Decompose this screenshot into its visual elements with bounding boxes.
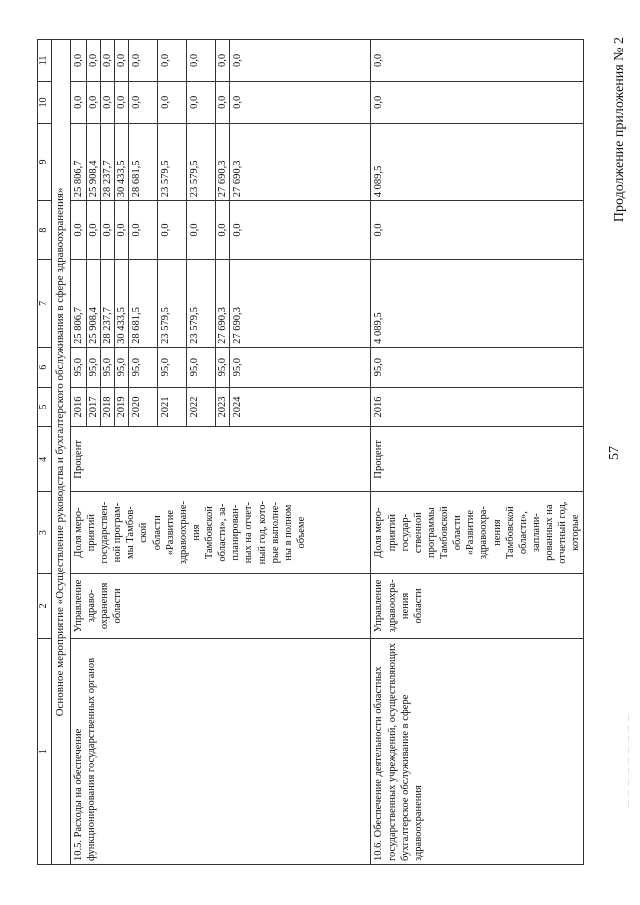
col-num: 7 (38, 259, 52, 347)
col-num: 4 (38, 427, 52, 492)
value-cell: 0,0 (115, 81, 129, 123)
value-cell: 23 579,5 (158, 259, 187, 347)
value-cell: 28 237,7 (101, 123, 115, 200)
value-cell: 0,0 (158, 40, 187, 82)
value-cell: 0,0 (101, 81, 115, 123)
target-cell: 95,0 (158, 347, 187, 387)
target-cell: 95,0 (230, 347, 371, 387)
col-num: 6 (38, 347, 52, 387)
value-cell: 0,0 (129, 201, 158, 260)
target-cell: 95,0 (216, 347, 230, 387)
value-cell: 0,0 (187, 201, 216, 260)
value-cell: 0,0 (230, 201, 371, 260)
value-cell: 4 089,5 (371, 259, 584, 347)
value-cell: 0,0 (115, 201, 129, 260)
value-cell: 0,0 (115, 40, 129, 82)
year-cell: 2024 (230, 387, 371, 427)
value-cell: 25 908,4 (86, 259, 100, 347)
value-cell: 0,0 (230, 40, 371, 82)
row-executor: Управление здраво-охранения области (70, 573, 371, 638)
value-cell: 25 908,4 (86, 123, 100, 200)
value-cell: 27 690,3 (230, 259, 371, 347)
value-cell: 0,0 (86, 201, 100, 260)
target-cell: 95,0 (129, 347, 158, 387)
appendix-table (37, 39, 584, 865)
column-number-row (38, 40, 52, 865)
row-indicator: Доля меро- приятий государствен- ной програм- мы Тамбов- ской области «Развитие здравоохране- ния Тамбовской области», за- планирован- ных на отчет- ный год, кото- рые выполне- ны в полном объеме (70, 492, 371, 574)
value-cell: 0,0 (371, 40, 584, 82)
year-cell: 2018 (101, 387, 115, 427)
continuation-label: Продолжение приложения № 2 (612, 37, 627, 223)
row-unit: Процент (70, 427, 371, 492)
value-cell: 0,0 (216, 201, 230, 260)
value-cell: 28 681,5 (129, 259, 158, 347)
target-cell: 95,0 (86, 347, 100, 387)
value-cell: 23 579,5 (187, 259, 216, 347)
col-num: 8 (38, 201, 52, 260)
value-cell: 0,0 (70, 201, 86, 260)
year-cell: 2023 (216, 387, 230, 427)
value-cell: 25 806,7 (70, 259, 86, 347)
target-cell: 95,0 (70, 347, 86, 387)
value-cell: 28 237,7 (101, 259, 115, 347)
value-cell: 0,0 (371, 81, 584, 123)
row-indicator: Доля меро- приятий государ- ственной программы Тамбовской области «Развитие здравоохра- нения Тамбовской области», заплани- рованных на отчетный год, которые (371, 492, 584, 574)
value-cell: 4 089,5 (371, 123, 584, 200)
col-num: 5 (38, 387, 52, 427)
value-cell: 0,0 (371, 201, 584, 260)
col-num: 10 (38, 81, 52, 123)
value-cell: 0,0 (187, 40, 216, 82)
section-row (52, 40, 71, 865)
row-name: 10.5. Расходы на обеспечение функционирования государственных органов (70, 638, 371, 864)
col-num: 1 (38, 638, 52, 864)
value-cell: 0,0 (216, 40, 230, 82)
value-cell: 23 579,5 (158, 123, 187, 200)
target-cell: 95,0 (371, 347, 584, 387)
table-row (70, 40, 86, 865)
row-unit: Процент (371, 427, 584, 492)
value-cell: 30 433,5 (115, 259, 129, 347)
value-cell: 0,0 (158, 81, 187, 123)
value-cell: 0,0 (129, 81, 158, 123)
target-cell: 95,0 (101, 347, 115, 387)
target-cell: 95,0 (115, 347, 129, 387)
year-cell: 2022 (187, 387, 216, 427)
value-cell: 0,0 (86, 81, 100, 123)
col-num: 2 (38, 573, 52, 638)
value-cell: 27 690,3 (230, 123, 371, 200)
year-cell: 2020 (129, 387, 158, 427)
col-num: 11 (38, 40, 52, 82)
year-cell: 2021 (158, 387, 187, 427)
value-cell: 0,0 (230, 81, 371, 123)
row-name: 10.6. Обеспечение деятельности областных государственных учреждений, осуществляющих бухгалтерское обслуживание в сфере здравоохранения (371, 638, 584, 864)
value-cell: 0,0 (86, 40, 100, 82)
year-cell: 2016 (70, 387, 86, 427)
value-cell: 0,0 (158, 201, 187, 260)
value-cell: 25 806,7 (70, 123, 86, 200)
year-cell: 2017 (86, 387, 100, 427)
value-cell: 0,0 (70, 81, 86, 123)
year-cell: 2019 (115, 387, 129, 427)
target-cell: 95,0 (187, 347, 216, 387)
section-title: Основное мероприятие «Осуществление руководства и бухгалтерского обслуживания в сфере здравоохранения» (52, 40, 71, 865)
value-cell: 28 681,5 (129, 123, 158, 200)
faint-bleedthrough-text: — — — — — — — — — (624, 713, 632, 807)
value-cell: 0,0 (101, 201, 115, 260)
col-num: 3 (38, 492, 52, 574)
value-cell: 23 579,5 (187, 123, 216, 200)
table-row (371, 40, 584, 865)
col-num: 9 (38, 123, 52, 200)
value-cell: 0,0 (187, 81, 216, 123)
page-number: 57 (607, 446, 622, 460)
value-cell: 30 433,5 (115, 123, 129, 200)
value-cell: 0,0 (216, 81, 230, 123)
year-cell: 2016 (371, 387, 584, 427)
value-cell: 0,0 (129, 40, 158, 82)
row-executor: Управление здравоохра-нения области (371, 573, 584, 638)
value-cell: 0,0 (70, 40, 86, 82)
value-cell: 27 690,3 (216, 259, 230, 347)
value-cell: 0,0 (101, 40, 115, 82)
value-cell: 27 690,3 (216, 123, 230, 200)
